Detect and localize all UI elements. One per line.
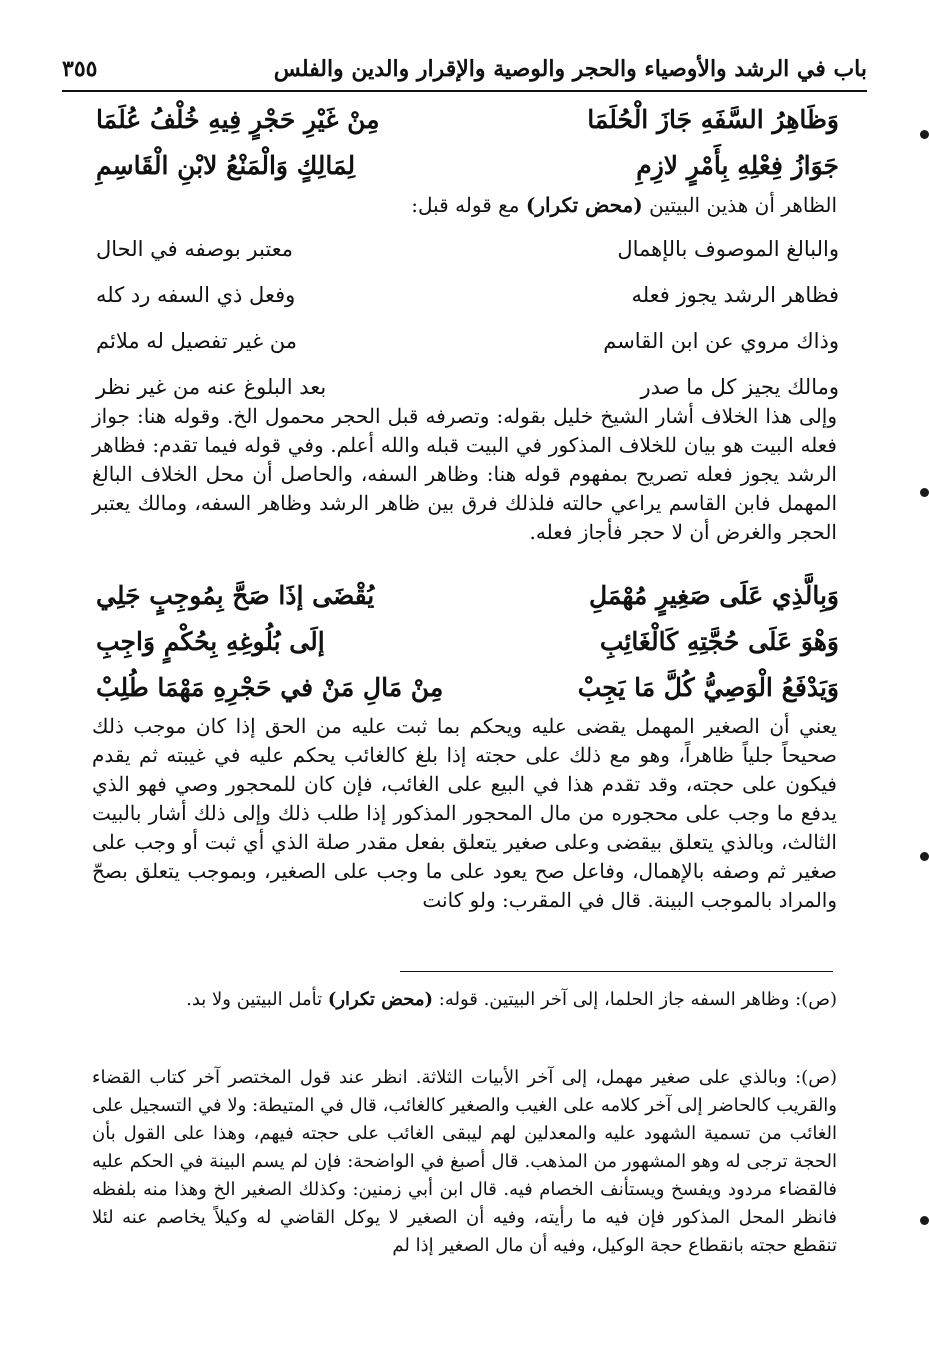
verse-first-hemistich: ومالك يجيز كل ما صدر xyxy=(640,375,839,399)
verse-second-hemistich: يُقْضَى إذَا صَحَّ بِمُوجِبٍ جَلِي xyxy=(96,580,375,610)
quoted-phrase: (محض تكرار) xyxy=(327,989,434,1010)
verse-second-hemistich: من غير تفصيل له ملائم xyxy=(96,329,298,353)
verse-block-2 xyxy=(96,226,839,410)
verse-line xyxy=(96,664,839,710)
verse-first-hemistich: وَيَدْفَعُ الْوَصِيُّ كُلَّ مَا يَجِبْ xyxy=(577,672,839,702)
verse-line xyxy=(96,318,839,364)
paragraph-text: مع قوله قبل: xyxy=(411,193,520,217)
verse-line xyxy=(96,96,839,142)
footnote-1 xyxy=(92,986,837,1014)
verse-second-hemistich: بعد البلوغ عنه من غير نظر xyxy=(96,375,327,399)
verse-first-hemistich: وذاك مروي عن ابن القاسم xyxy=(603,329,839,353)
verse-second-hemistich: مِنْ غَيْرِ حَجْرٍ فِيهِ خُلْفُ عُلَمَا xyxy=(96,104,380,134)
verse-second-hemistich: إلَى بُلُوغِهِ بِحُكْمٍ وَاجِبِ xyxy=(96,626,325,656)
verse-first-hemistich: وَظَاهِرُ السَّفَهِ جَازَ الْحُلَمَا xyxy=(587,104,839,134)
verse-first-hemistich: وَهْوَ عَلَى حُجَّتِهِ كَالْغَائِبِ xyxy=(599,626,839,656)
margin-mark xyxy=(920,488,929,497)
commentary-paragraph-1 xyxy=(92,191,837,220)
verse-first-hemistich: جَوَازُ فِعْلِهِ بِأَمْرٍ لازِمِ xyxy=(636,150,839,180)
footnote-text: (ص): وظاهر السفه جاز الحلما، إلى آخر البيتين. قوله: xyxy=(438,989,837,1010)
verse-second-hemistich: لِمَالِكٍ وَالْمَنْعُ لابْنِ الْقَاسِمِ xyxy=(96,150,356,180)
footnote-text: تأمل البيتين ولا بد. xyxy=(186,989,323,1010)
verse-line xyxy=(96,226,839,272)
verse-block-1 xyxy=(96,96,839,188)
verse-block-3 xyxy=(96,572,839,710)
verse-second-hemistich: وفعل ذي السفه رد كله xyxy=(96,283,296,307)
verse-second-hemistich: مِنْ مَالِ مَنْ في حَجْرِهِ مَهْمَا طُلِبْ xyxy=(96,672,444,702)
margin-mark xyxy=(920,852,929,861)
commentary-paragraph-2: وإلى هذا الخلاف أشار الشيخ خليل بقوله: وتصرفه قبل الحجر محمول الخ. وقوله هنا: جواز فعله البيت هو بيان للخلاف المذكور في البيت قبله والله أعلم. وفي قوله فيما تقدم: فظاهر الرشد يجوز فعله تصريح بمفهوم قوله هنا: وظاهر السفه، والحاصل أن محل الخلاف البالغ المهمل فابن القاسم يراعي حالته فلذلك فرق بين ظاهر الرشد وظاهر السفه، ومالك يعتبر الحجر والغرض أن لا حجر فأجاز فعله. xyxy=(92,404,837,544)
verse-line xyxy=(96,618,839,664)
verse-first-hemistich: فظاهر الرشد يجوز فعله xyxy=(631,283,839,307)
verse-line xyxy=(96,572,839,618)
verse-first-hemistich: وَبِالَّذِي عَلَى صَغِيرٍ مُهْمَلِ xyxy=(588,580,839,610)
footnote-divider xyxy=(400,971,833,972)
commentary-paragraph-3: يعني أن الصغير المهمل يقضى عليه ويحكم بما ثبت عليه من الحق إذا كان موجب ذلك صحيحاً جلياً ظاهراً، وهو مع ذلك على حجته إذا بلغ كالغائب يحكم عليه في غيبته ثم يقدم فيكون على حجته، وقد تقدم هذا في البيع على الغائب، فإن كان للمحجور وصي فهو الذي يدفع ما وجب على محجوره من مال المحجور المذكور إذا طلب ذلك وإلى ذلك أشار بالبيت الثالث، وبالذي يتعلق بيقضى وعلى صغير يتعلق بفعل مقدر صلة الذي أي ثبت أو وجب على صغير ثم وصفه بالإهمال، وفاعل صح يعود على ما وجب على الصغير، وبموجب يتعلق بصحّ والمراد بالموجب البينة. قال في المقرب: ولو كانت xyxy=(92,714,837,912)
margin-mark xyxy=(920,130,929,139)
page-number: ٣٥٥ xyxy=(62,56,98,82)
chapter-title: باب في الرشد والأوصياء والحجر والوصية والإقرار والدين والفلس xyxy=(273,56,867,82)
verse-second-hemistich: معتبر بوصفه في الحال xyxy=(96,237,294,261)
quoted-phrase: (محض تكرار) xyxy=(525,193,643,217)
header-divider xyxy=(62,90,867,92)
verse-line xyxy=(96,142,839,188)
margin-mark xyxy=(920,1216,929,1225)
verse-first-hemistich: والبالغ الموصوف بالإهمال xyxy=(617,237,839,261)
verse-line xyxy=(96,272,839,318)
paragraph-text: الظاهر أن هذين البيتين xyxy=(649,193,837,217)
running-header xyxy=(62,50,867,90)
footnote-2: (ص): وبالذي على صغير مهمل، إلى آخر الأبيات الثلاثة. انظر عند قول المختصر آخر كتاب القضاء والقريب كالحاضر إلى آخر كلامه على الغيب والصغير كالغائب، قال في المتيطة: ولا في التسجيل على الغائب من تسمية الشهود عليه والمعدلين لهم ليبقى الغائب على حجته فيهم، وهذا على القول بأن الحجة ترجى له وهو المشهور من المذهب. قال أصبغ في الواضحة: فإن لم يسم البينة في الحكم عليه فالقضاء مردود ويفسخ ويستأنف الخصام فيه. قال ابن أبي زمنين: وكذلك الصغير الخ وهذا منه بلفظه فانظر المحل المذكور فإن فيه ما رأيته، وفيه أن الصغير لا يوكل القاضي له وكيلاً يخاصم عنه لئلا تنقطع حجته بانقطاع حجة الوكيل، وفيه أن مال الصغير إذا لم xyxy=(92,1067,837,1256)
